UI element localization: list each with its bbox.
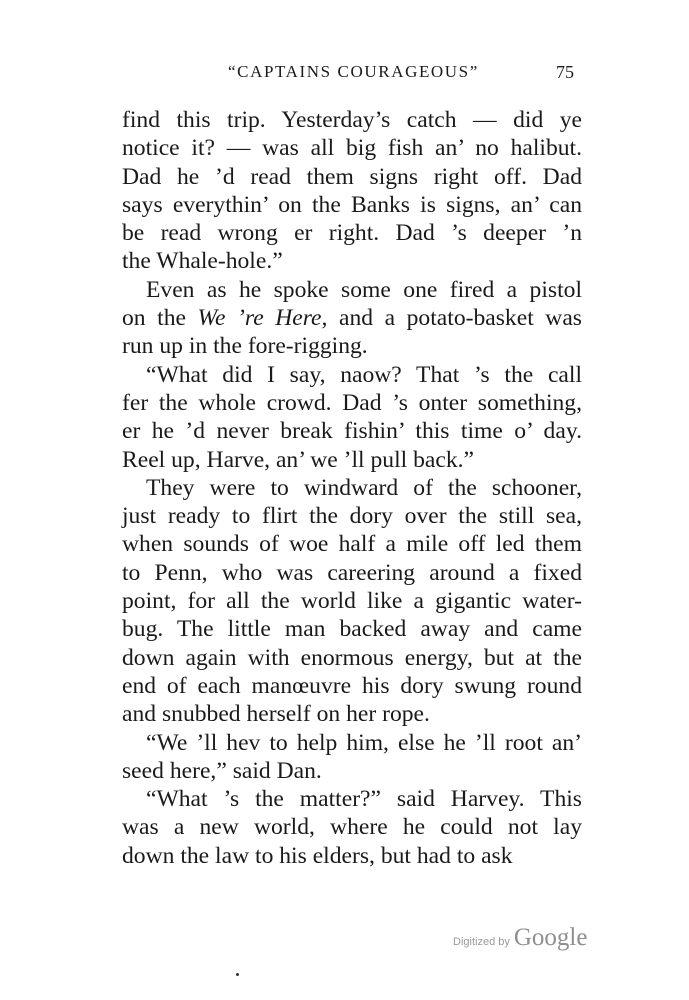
paragraph-6	[122, 785, 582, 870]
digitized-by-google-watermark	[453, 924, 587, 958]
running-title: “CAPTAINS COURAGEOUS”	[228, 62, 479, 81]
text-line: says everythin’ on the Banks is signs, an’ can	[122, 191, 582, 218]
text-line: fer the whole crowd. Dad ’s onter something,	[122, 389, 582, 416]
text-line: and snubbed herself on her rope.	[122, 701, 430, 728]
text-line: Even as he spoke some one fired a pistol	[146, 276, 582, 303]
text-line-with-italic: on the We ’re Here, and a potato-basket was	[122, 305, 582, 332]
text-line: the Whale-hole.”	[122, 248, 283, 275]
text-line: er he ’d never break fishin’ this time o’ day.	[122, 418, 582, 445]
watermark-prefix: Digitized by	[453, 936, 510, 948]
text-line: “What ’s the matter?” said Harvey. This	[146, 786, 582, 813]
text-line: seed here,” said Dan.	[122, 757, 322, 784]
page-header	[0, 62, 689, 92]
paragraph-2	[122, 276, 582, 361]
text-line: Reel up, Harve, an’ we ’ll pull back.”	[122, 446, 475, 473]
text-line: notice it? — was all big fish an’ no halibut.	[122, 135, 582, 162]
paragraph-5	[122, 729, 582, 786]
text-line: be read wrong er right. Dad ’s deeper ’n	[122, 220, 582, 247]
google-logo: Google	[513, 924, 588, 951]
text-line: down again with enormous energy, but at the	[122, 644, 582, 671]
text-line: end of each manœuvre his dory swung round	[122, 672, 582, 699]
ship-name: We ’re Here,	[197, 305, 328, 332]
text-line: when sounds of woe half a mile off led them	[122, 531, 582, 558]
text-line: just ready to flirt the dory over the still sea,	[122, 503, 582, 530]
page-speck	[236, 973, 239, 976]
text-line: find this trip. Yesterday’s catch — did ye	[122, 107, 582, 133]
text-line: Dad he ’d read them signs right off. Dad	[122, 163, 582, 190]
text-line: “What did I say, naow? That ’s the call	[146, 361, 582, 388]
paragraph-4	[122, 474, 582, 729]
text-line: point, for all the world like a gigantic water-	[122, 588, 582, 615]
text-line: They were to windward of the schooner,	[146, 474, 582, 501]
text-line: bug. The little man backed away and came	[122, 616, 582, 643]
text-line: down the law to his elders, but had to ask	[122, 842, 513, 869]
paragraph-1	[122, 106, 582, 276]
text-line: run up in the fore-rigging.	[122, 333, 368, 360]
text-line: to Penn, who was careering around a fixed	[122, 559, 582, 586]
text-line: was a new world, where he could not lay	[122, 814, 582, 841]
paragraph-3	[122, 361, 582, 474]
body-text	[122, 106, 582, 870]
text-line: “We ’ll hev to help him, else he ’ll root an’	[146, 729, 582, 756]
page-number: 75	[556, 62, 574, 82]
